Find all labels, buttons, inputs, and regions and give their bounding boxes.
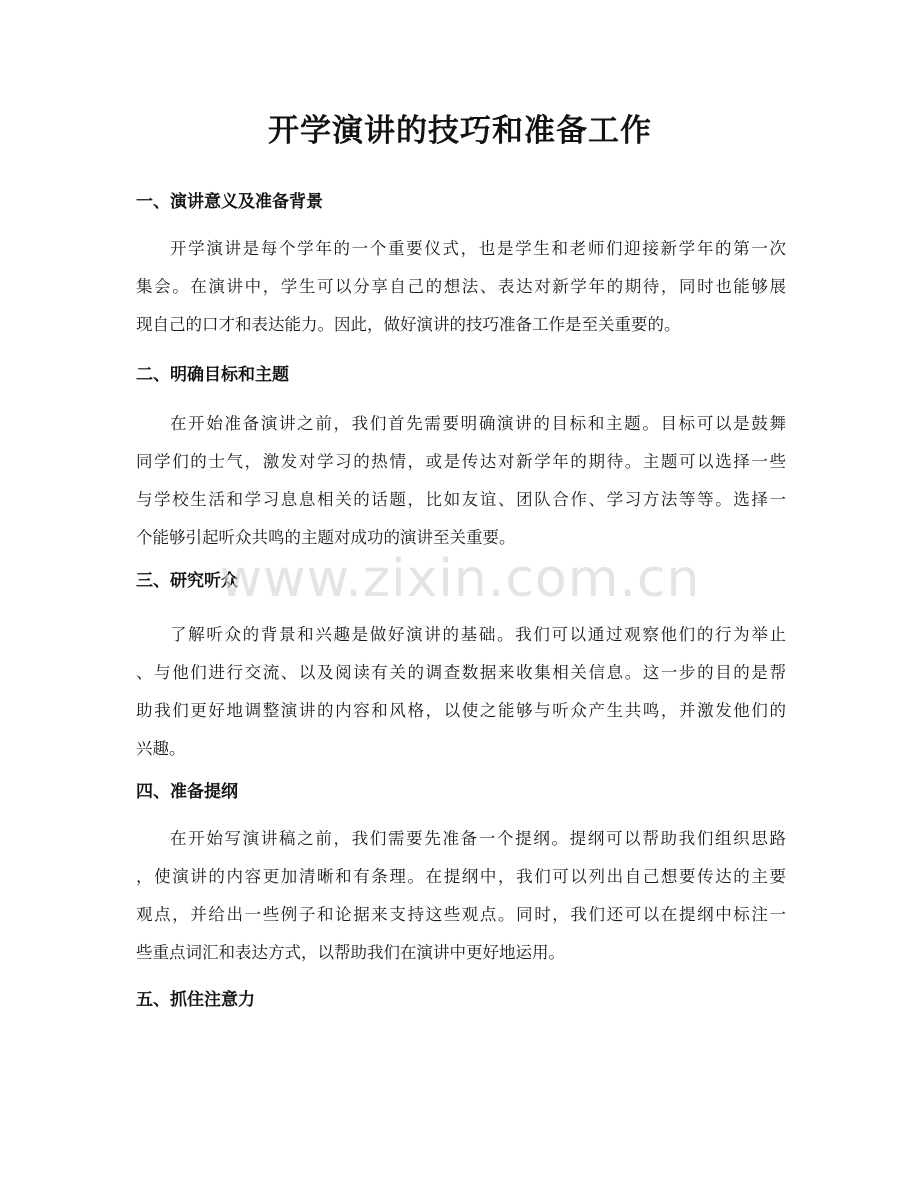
section-heading: 一、演讲意义及准备背景	[136, 192, 323, 212]
section-heading: 三、研究听众	[136, 571, 238, 591]
section-paragraph	[136, 820, 786, 972]
paragraph-line: 了解听众的背景和兴趣是做好演讲的基础。我们可以通过观察他们的行为举止	[170, 625, 786, 644]
section-heading: 二、明确目标和主题	[136, 365, 289, 385]
section-paragraph	[136, 616, 786, 768]
document-title: 开学演讲的技巧和准备工作	[268, 113, 652, 149]
paragraph-line: 、与他们进行交流、以及阅读有关的调查数据来收集相关信息。这一步的目的是帮	[136, 663, 786, 682]
paragraph-line: 助我们更好地调整演讲的内容和风格，以使之能够与听众产生共鸣，并激发他们的	[136, 701, 786, 720]
paragraph-line: 兴趣。	[136, 739, 186, 758]
paragraph-line: 集会。在演讲中，学生可以分享自己的想法、表达对新学年的期待，同时也能够展	[136, 277, 786, 296]
paragraph-line: ，使演讲的内容更加清晰和有条理。在提纲中，我们可以列出自己想要传达的主要	[136, 867, 786, 886]
watermark: www.zixin.com.cn	[219, 549, 701, 609]
paragraph-line: 观点，并给出一些例子和论据来支持这些观点。同时，我们还可以在提纲中标注一	[136, 905, 786, 924]
paragraph-line: 在开始准备演讲之前，我们首先需要明确演讲的目标和主题。目标可以是鼓舞	[170, 414, 786, 433]
paragraph-line: 开学演讲是每个学年的一个重要仪式，也是学生和老师们迎接新学年的第一次	[170, 239, 786, 258]
paragraph-line: 些重点词汇和表达方式，以帮助我们在演讲中更好地运用。	[136, 943, 565, 962]
paragraph-line: 与学校生活和学习息息相关的话题，比如友谊、团队合作、学习方法等等。选择一	[136, 490, 786, 509]
section-paragraph	[136, 230, 786, 344]
section-heading: 五、抓住注意力	[136, 990, 255, 1010]
paragraph-line: 同学们的士气，激发对学习的热情，或是传达对新学年的期待。主题可以选择一些	[136, 452, 786, 471]
paragraph-line: 个能够引起听众共鸣的主题对成功的演讲至关重要。	[136, 528, 516, 547]
paragraph-line: 现自己的口才和表达能力。因此，做好演讲的技巧准备工作是至关重要的。	[136, 315, 681, 334]
section-heading: 四、准备提纲	[136, 782, 238, 802]
paragraph-line: 在开始写演讲稿之前，我们需要先准备一个提纲。提纲可以帮助我们组织思路	[170, 829, 786, 848]
section-paragraph	[136, 405, 786, 557]
